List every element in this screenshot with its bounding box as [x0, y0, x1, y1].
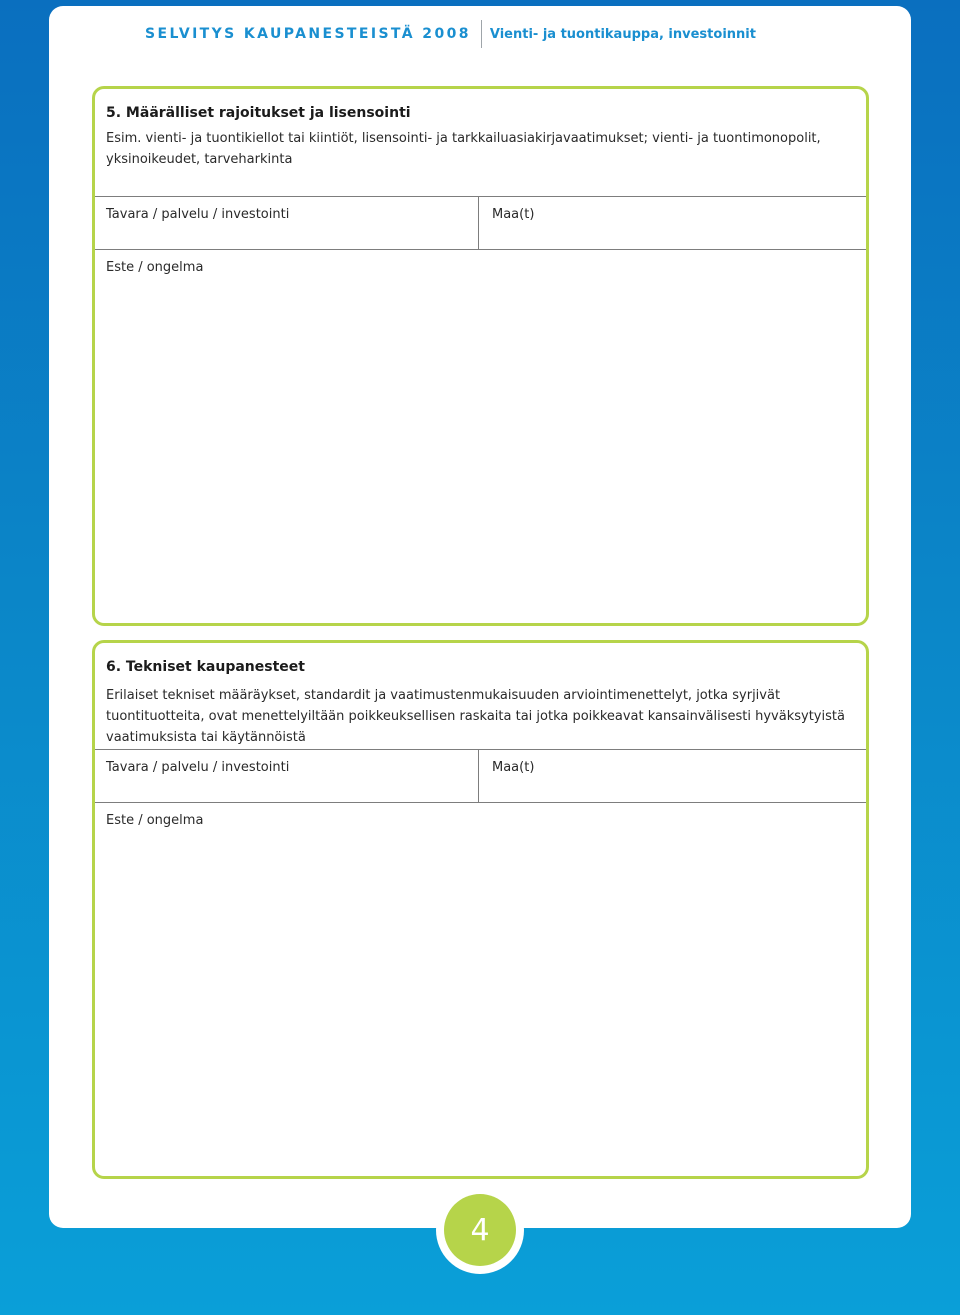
- obstacle-field-label: Este / ongelma: [106, 813, 204, 828]
- divider: [95, 249, 866, 250]
- item-input-area[interactable]: [106, 750, 476, 802]
- country-field-label: Maa(t): [492, 207, 535, 222]
- item-field-label: Tavara / palvelu / investointi: [106, 760, 290, 775]
- header-subtitle: Vienti- ja tuontikauppa, investoinnit: [489, 26, 756, 42]
- column-divider: [478, 197, 479, 249]
- page-header: [145, 20, 756, 48]
- divider: [95, 802, 866, 803]
- obstacle-field-label: Este / ongelma: [106, 260, 204, 275]
- country-input-area[interactable]: [480, 197, 860, 249]
- item-input-area[interactable]: [106, 197, 476, 249]
- item-field-label: Tavara / palvelu / investointi: [106, 207, 290, 222]
- column-divider: [478, 750, 479, 802]
- section-title: 5. Määrälliset rajoitukset ja lisensointi: [106, 105, 411, 121]
- country-field-label: Maa(t): [492, 760, 535, 775]
- obstacle-input-area[interactable]: [95, 837, 866, 1167]
- section-title: 6. Tekniset kaupanesteet: [106, 659, 305, 675]
- country-input-area[interactable]: [480, 750, 860, 802]
- header-brand: SELVITYS KAUPANESTEISTÄ 2008: [145, 26, 471, 42]
- header-divider: [481, 20, 482, 48]
- section-description: Esim. vienti- ja tuontikiellot tai kiintiöt, lisensointi- ja tarkkailuasiakirjavaatimukset; vienti- ja tuontimonopolit, yksinoikeudet, tarveharkinta: [106, 131, 821, 167]
- page-number: 4: [444, 1194, 516, 1266]
- section-description: Erilaiset tekniset määräykset, standardit ja vaatimustenmukaisuuden arviointimenettelyt, jotka syrjivät tuontituotteita, ovat menettelyiltään poikkeuksellisen raskaita tai jotka poikkeavat kansainvälisesti hyväksytyistä vaatimuksista tai käytännöistä: [106, 688, 845, 745]
- obstacle-input-area[interactable]: [95, 284, 866, 614]
- section-quantitative-restrictions: [92, 86, 869, 626]
- section-technical-barriers: [92, 640, 869, 1179]
